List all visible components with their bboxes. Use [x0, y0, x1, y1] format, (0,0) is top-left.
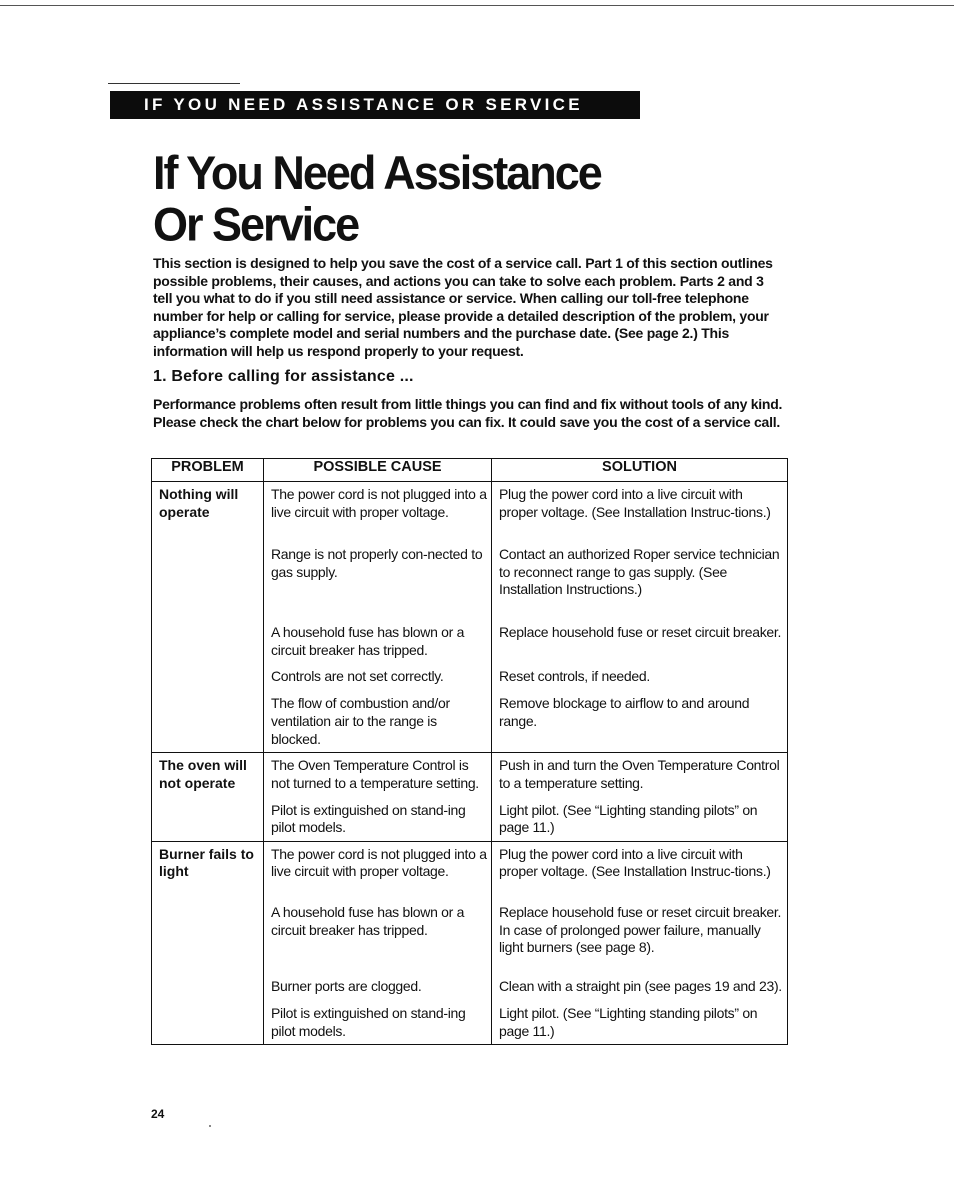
problem-cell: Nothing will operate — [152, 482, 264, 753]
solution-text: Clean with a straight pin (see pages 19 and 23). — [499, 977, 782, 994]
cause-text: The power cord is not plugged into a live circuit with proper voltage. — [271, 845, 487, 880]
solution-text: Plug the power cord into a live circuit with proper voltage. (See Installation Instruc-tions.) — [499, 486, 771, 520]
column-header-problem: PROBLEM — [152, 459, 264, 482]
problem-cell: Burner fails to light — [152, 841, 264, 1044]
header-rule — [108, 83, 240, 84]
column-header-cause: POSSIBLE CAUSE — [264, 459, 492, 482]
solution-text: Replace household fuse or reset circuit breaker. In case of prolonged power failure, manually light burners (see page 8). — [499, 903, 782, 956]
section-banner: IF YOU NEED ASSISTANCE OR SERVICE — [110, 91, 640, 119]
cause-text: Pilot is extinguished on stand-ing pilot models. — [271, 1004, 466, 1039]
cause-text: The Oven Temperature Control is not turned to a temperature setting. — [271, 757, 479, 791]
solution-text: Contact an authorized Roper service technician to reconnect range to gas supply. (See Installation Instructions.) — [499, 546, 780, 598]
cause-cell — [264, 841, 492, 1044]
solution-text: Replace household fuse or reset circuit breaker. — [499, 624, 782, 641]
table-row — [152, 841, 788, 1044]
cause-text: Controls are not set correctly. — [271, 668, 444, 685]
speck — [209, 1125, 211, 1127]
cause-text: The power cord is not plugged into a live circuit with proper voltage. — [271, 486, 487, 520]
cause-cell — [264, 753, 492, 841]
column-header-solution: SOLUTION — [492, 459, 788, 482]
cause-cell — [264, 482, 492, 753]
solution-text: Push in and turn the Oven Temperature Control to a temperature setting. — [499, 757, 780, 791]
table-body — [152, 482, 788, 1045]
page-title-line-1: If You Need Assistance — [153, 145, 601, 200]
cause-text: The flow of combustion and/or ventilation air to the range is blocked. — [271, 695, 450, 747]
cause-text: Range is not properly con-nected to gas supply. — [271, 546, 483, 580]
cause-text: A household fuse has blown or a circuit breaker has tripped. — [271, 903, 465, 938]
solution-cell — [492, 753, 788, 841]
solution-text: Light pilot. (See “Lighting standing pilots” on page 11.) — [499, 1004, 758, 1039]
table-row — [152, 753, 788, 841]
intro-paragraph: This section is designed to help you save the cost of a service call. Part 1 of this section outlines possible problems, their causes, and actions you can take to solve each problem. Parts 2 and 3 tell you what to do if you still need assistance or service. When calling our toll-free telephone number for help or calling for service, please provide a detailed description of the problem, your appliance’s complete model and serial numbers and the purchase date. (See page 2.) This information will help us respond properly to your request. — [153, 255, 773, 359]
section-heading: 1. Before calling for assistance ... — [153, 368, 414, 385]
cause-text: A household fuse has blown or a circuit breaker has tripped. — [271, 624, 465, 658]
problem-cell: The oven will not operate — [152, 753, 264, 841]
cause-text: Burner ports are clogged. — [271, 977, 422, 994]
solution-text: Light pilot. (See “Lighting standing pilots” on page 11.) — [499, 801, 758, 836]
table-row — [152, 482, 788, 753]
solution-text: Remove blockage to airflow to and around range. — [499, 695, 750, 729]
solution-cell — [492, 841, 788, 1044]
table-header-row — [152, 459, 788, 482]
page-title — [153, 147, 601, 250]
page-title-line-2: Or Service — [153, 197, 359, 251]
troubleshooting-table — [151, 458, 788, 1045]
cause-text: Pilot is extinguished on stand-ing pilot models. — [271, 801, 466, 836]
top-rule — [0, 5, 954, 6]
solution-text: Plug the power cord into a live circuit with proper voltage. (See Installation Instruc-tions.) — [499, 845, 771, 880]
solution-text: Reset controls, if needed. — [499, 668, 650, 685]
solution-cell — [492, 482, 788, 753]
section-paragraph: Performance problems often result from little things you can find and fix without tools of any kind. Please check the chart below for problems you can fix. It could save you the cost of a service call. — [153, 396, 783, 430]
page-number: 24 — [151, 1107, 165, 1121]
